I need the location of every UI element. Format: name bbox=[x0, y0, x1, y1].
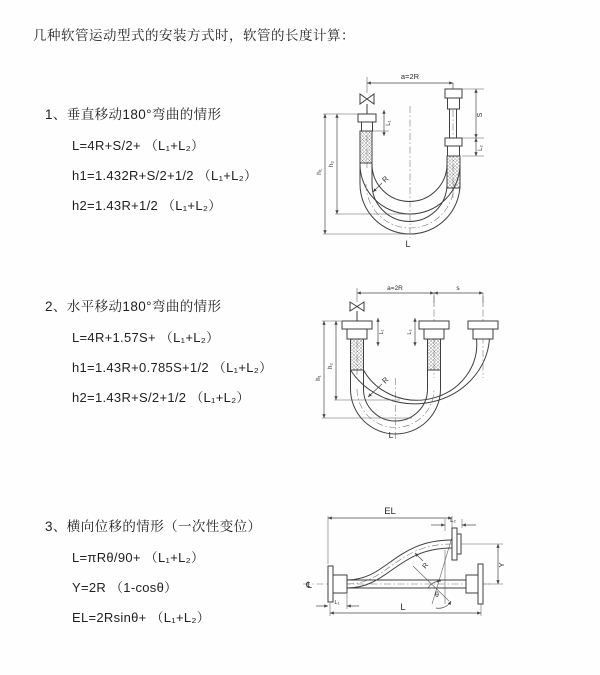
dim-label-h1: h₁ bbox=[316, 169, 323, 175]
radius-label: R bbox=[380, 375, 391, 386]
section-horizontal-movement bbox=[45, 295, 325, 413]
radius-label: R bbox=[421, 561, 431, 571]
dim-label-l: L bbox=[400, 602, 406, 613]
right-flange bbox=[466, 564, 483, 604]
upper-flange bbox=[452, 528, 461, 560]
s-curve-hose bbox=[347, 540, 452, 588]
dim-label-l2: L₂ bbox=[478, 145, 484, 151]
valve-icon bbox=[350, 302, 364, 321]
dim-label-l1: L₁ bbox=[334, 600, 340, 606]
radius-label: R bbox=[380, 174, 391, 185]
dim-label-l2: L₂ bbox=[450, 518, 456, 524]
centerline-symbol: ℄ bbox=[306, 580, 312, 590]
length-label: L bbox=[405, 239, 411, 249]
left-flange bbox=[328, 566, 347, 602]
section-1-heading: 1、垂直移动180°弯曲的情形 bbox=[45, 107, 222, 122]
braided-hose-right bbox=[447, 156, 460, 188]
braided-hose-middle bbox=[428, 339, 441, 370]
dim-label-el: EL bbox=[384, 506, 396, 517]
dim-label-l1: L₁ bbox=[386, 120, 392, 126]
length-label: L bbox=[388, 430, 394, 440]
middle-pipe-fitting bbox=[419, 321, 449, 339]
formula-h1: h1=1.432R+S/2+1/2 （L₁+L₂） bbox=[72, 168, 258, 183]
right-pipe-fitting bbox=[445, 89, 462, 156]
formula-y: Y=2R （1-cosθ） bbox=[72, 580, 178, 595]
dim-label-y: Y bbox=[497, 562, 506, 568]
section-lateral-displacement bbox=[45, 515, 325, 633]
dim-label-a2r: a=2R bbox=[400, 72, 420, 81]
dim-label-l2: L₂ bbox=[407, 329, 413, 335]
dim-label-a2r: a=2R bbox=[387, 285, 403, 292]
diagram-horizontal-180-bend bbox=[312, 278, 600, 460]
dim-label-s: S bbox=[477, 112, 484, 118]
dim-label-l1: L₁ bbox=[379, 329, 385, 335]
formula-l: L=πRθ/90+ （L₁+L₂） bbox=[72, 550, 205, 565]
theta-arc-lower bbox=[436, 601, 451, 608]
braided-hose-left bbox=[360, 131, 372, 163]
braided-hose-left bbox=[351, 339, 364, 370]
formula-h1: h1=1.43R+0.785S+1/2 （L₁+L₂） bbox=[72, 360, 273, 375]
section-3-heading: 3、横向位移的情形（一次性变位） bbox=[45, 519, 262, 534]
section-vertical-movement bbox=[45, 103, 325, 221]
formula-el: EL=2Rsinθ+ （L₁+L₂） bbox=[72, 610, 211, 625]
dim-label-h2: h₂ bbox=[328, 160, 335, 168]
left-pipe-fitting bbox=[358, 114, 376, 131]
formula-h2: h2=1.43R+1/2 （L₁+L₂） bbox=[72, 198, 222, 213]
diagram-vertical-180-bend bbox=[310, 66, 555, 263]
dim-label-h1: h₁ bbox=[316, 375, 322, 381]
formula-l: L=4R+1.57S+ （L₁+L₂） bbox=[72, 330, 220, 345]
diagram-lateral-displacement bbox=[295, 498, 590, 656]
valve-icon bbox=[360, 94, 374, 114]
section-2-heading: 2、水平移动180°弯曲的情形 bbox=[45, 299, 222, 314]
right-pipe-fitting bbox=[468, 321, 498, 339]
dim-label-s: s bbox=[456, 285, 460, 292]
formula-l: L=4R+S/2+ （L₁+L₂） bbox=[72, 138, 205, 153]
left-pipe-fitting bbox=[342, 321, 372, 339]
dim-label-h2: h₂ bbox=[328, 363, 334, 369]
formula-h2: h2=1.43R+S/2+1/2 （L₁+L₂） bbox=[72, 390, 250, 405]
theta-label: θ bbox=[435, 592, 439, 599]
doc-title: 几种软管运动型式的安装方式时，软管的长度计算： bbox=[33, 28, 355, 43]
